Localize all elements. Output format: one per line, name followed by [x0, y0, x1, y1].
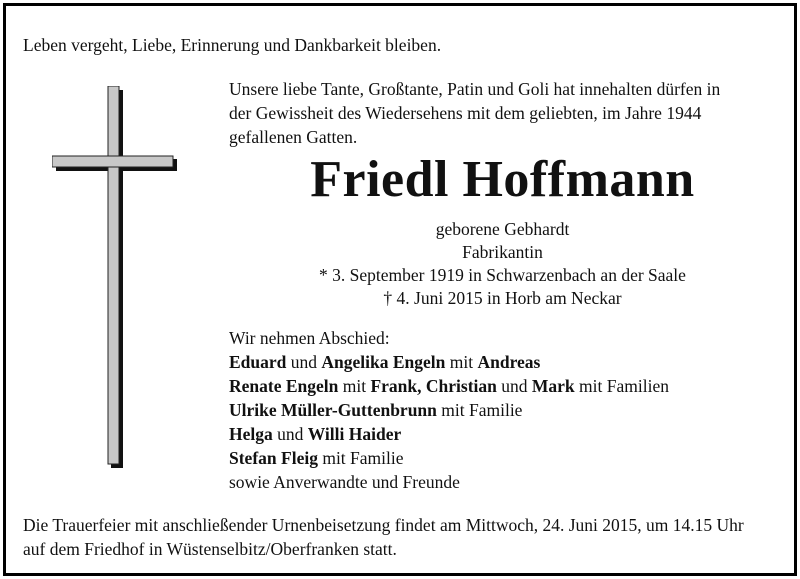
intro-line: gefallenen Gatten.	[229, 127, 358, 147]
birth-date: * 3. September 1919 in Schwarzenbach an der Saale	[319, 265, 686, 285]
death-date: † 4. Juni 2015 in Horb am Neckar	[383, 288, 622, 308]
mourner-line: Stefan Fleig mit Familie	[229, 448, 404, 468]
deceased-details	[230, 218, 775, 310]
mourners-heading: Wir nehmen Abschied:	[229, 328, 390, 348]
mourners-list	[229, 326, 669, 494]
motto: Leben vergeht, Liebe, Erinnerung und Dankbarkeit bleiben.	[23, 35, 442, 55]
mourner-line: sowie Anverwandte und Freunde	[229, 472, 460, 492]
intro-text	[229, 77, 720, 149]
mourner-line: Helga und Willi Haider	[229, 424, 402, 444]
deceased-name: Friedl Hoffmann	[310, 151, 695, 208]
funeral-line: auf dem Friedhof in Wüstenselbitz/Oberfranken statt.	[23, 539, 397, 559]
occupation: Fabrikantin	[462, 242, 543, 262]
mourner-line: Ulrike Müller-Guttenbrunn mit Familie	[229, 400, 523, 420]
funeral-info	[23, 513, 744, 561]
mourner-line: Renate Engeln mit Frank, Christian und Mark mit Familien	[229, 376, 669, 396]
cross-icon	[52, 86, 177, 468]
deceased-name-wrap	[230, 150, 775, 210]
mourner-line: Eduard und Angelika Engeln mit Andreas	[229, 352, 541, 372]
intro-line: Unsere liebe Tante, Großtante, Patin und Goli hat innehalten dürfen in	[229, 79, 721, 99]
born-name: geborene Gebhardt	[435, 219, 570, 239]
funeral-line: Die Trauerfeier mit anschließender Urnenbeisetzung findet am Mittwoch, 24. Juni 2015, um 14.15 Uhr	[23, 515, 744, 535]
intro-line: der Gewissheit des Wiedersehens mit dem geliebten, im Jahre 1944	[229, 103, 702, 123]
